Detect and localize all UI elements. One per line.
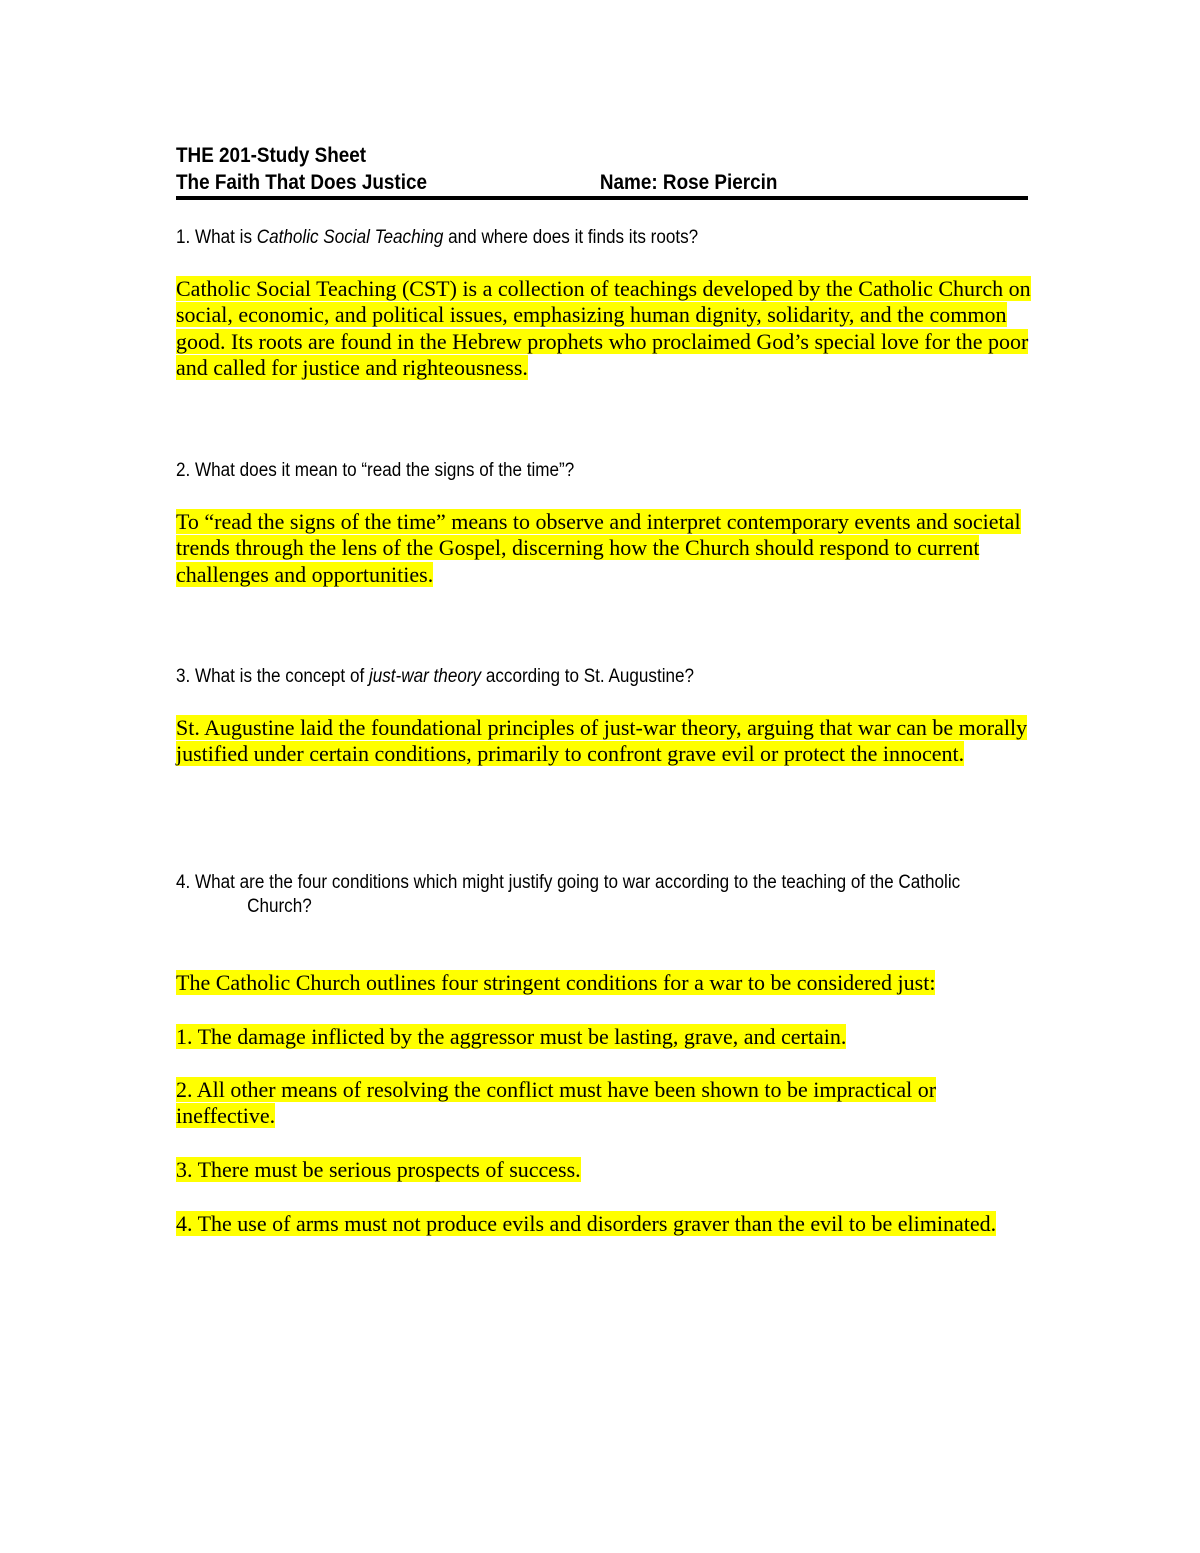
condition-4-text: 4. The use of arms must not produce evils and disorders graver than the evil to be eliminated. [176, 1211, 997, 1236]
answer-2 [176, 509, 1036, 588]
student-name: Name: Rose Piercin [599, 171, 778, 194]
document-subtitle: The Faith That Does Justice [176, 171, 428, 194]
course-title: THE 201-Study Sheet [176, 144, 367, 167]
condition-2 [176, 1077, 1036, 1130]
question-2: 2. What does it mean to “read the signs of the time”? [176, 460, 575, 481]
condition-3 [176, 1157, 1036, 1183]
question-1 [176, 226, 698, 250]
answer-1 [176, 276, 1036, 381]
question-1-suffix: and where does it finds its roots? [443, 227, 699, 248]
header-second-line [176, 169, 943, 196]
question-3-suffix: according to St. Augustine? [481, 666, 695, 687]
question-3-prefix: 3. What is the concept of [176, 666, 369, 687]
answer-3 [176, 715, 1036, 768]
condition-3-text: 3. There must be serious prospects of success. [176, 1157, 581, 1182]
question-4-line-2: Church? [247, 896, 312, 917]
condition-1-text: 1. The damage inflicted by the aggressor must be lasting, grave, and certain. [176, 1024, 847, 1049]
condition-4 [176, 1211, 1036, 1237]
answer-2-text: To “read the signs of the time” means to observe and interpret contemporary events and societal trends through the lens of the Gospel, discerning how the Church should respond to current challenges and opportunities. [176, 509, 1021, 587]
header-divider [176, 196, 1028, 200]
answer-1-text: Catholic Social Teaching (CST) is a collection of teachings developed by the Catholic Church on social, economic, and political issues, emphasizing human dignity, solidarity, and the common good. Its roots are found in the Hebrew prophets who proclaimed God’s special love for the poor and called for justice and righteousness. [176, 276, 1031, 380]
answer-4-intro [176, 970, 1036, 996]
condition-2-text: 2. All other means of resolving the conflict must have been shown to be impractical or ineffective. [176, 1077, 937, 1129]
question-4-line-1: 4. What are the four conditions which might justify going to war according to the teaching of the Catholic [176, 872, 961, 893]
answer-3-text: St. Augustine laid the foundational principles of just-war theory, arguing that war can be morally justified under certain conditions, primarily to confront grave evil or protect the innocent. [176, 715, 1028, 767]
question-1-prefix: 1. What is [176, 227, 257, 248]
condition-1 [176, 1024, 1036, 1050]
question-1-italic: Catholic Social Teaching [256, 227, 444, 248]
answer-4-intro-text: The Catholic Church outlines four stringent conditions for a war to be considered just: [176, 970, 936, 995]
question-3 [176, 665, 694, 689]
question-4 [176, 871, 960, 919]
question-3-italic: just-war theory [368, 666, 482, 687]
document-header [176, 142, 943, 196]
